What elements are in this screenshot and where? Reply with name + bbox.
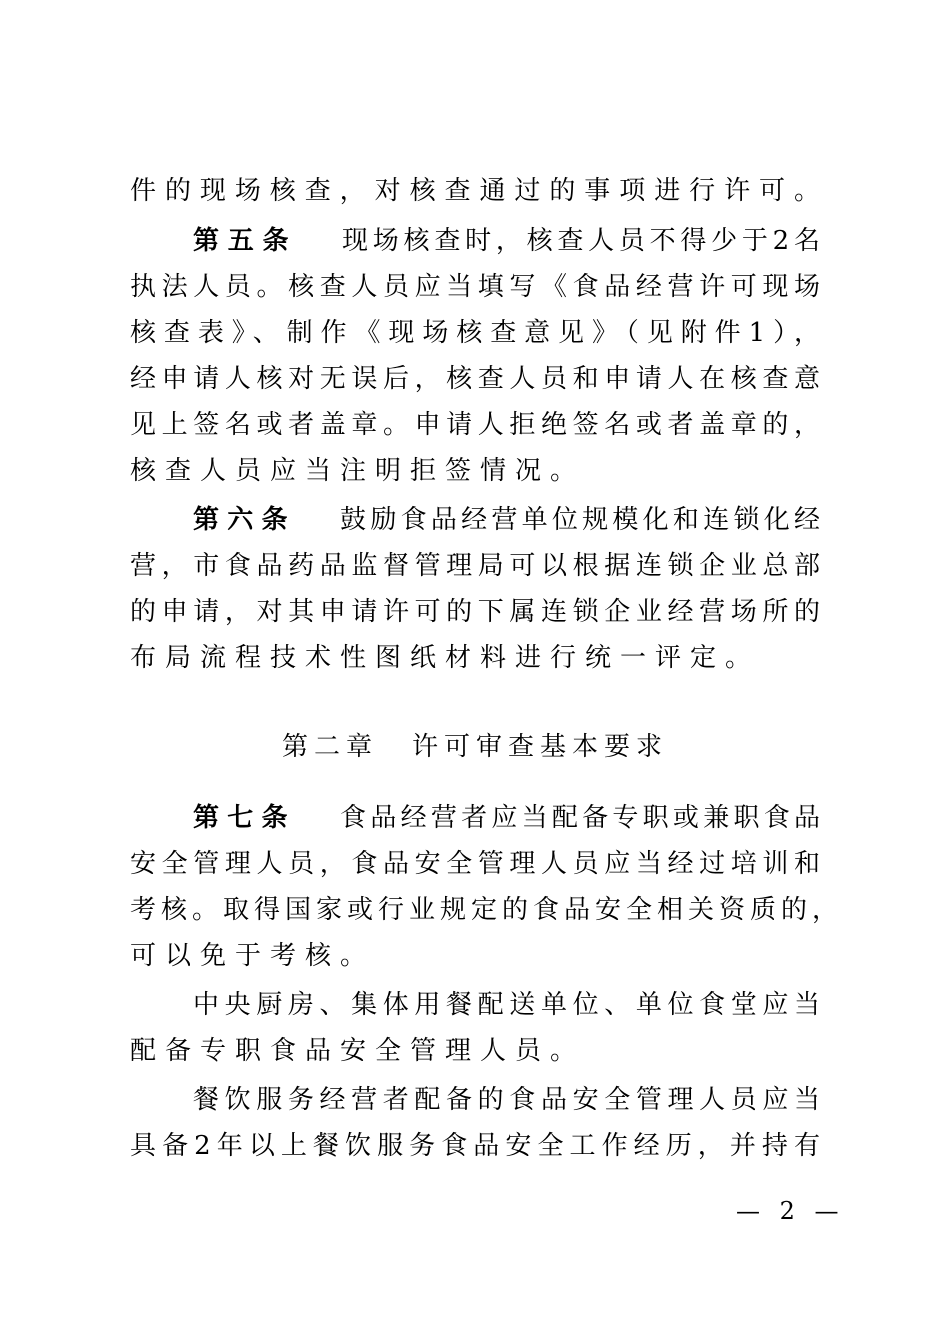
paragraph-line: 的申请，对其申请许可的下属连锁企业经营场所的 bbox=[130, 597, 820, 627]
paragraph-line: 营，市食品药品监督管理局可以根据连锁企业总部 bbox=[130, 551, 820, 581]
paragraph-line: 核查人员应当注明拒签情况。 bbox=[130, 456, 586, 486]
paragraph-line: 布局流程技术性图纸材料进行统一评定。 bbox=[130, 643, 761, 673]
article-6-label: 第六条 bbox=[193, 505, 296, 535]
paragraph-line: 核查表》、制作《现场核查意见》（见附件1）， bbox=[130, 318, 820, 348]
chapter-number: 第二章 bbox=[281, 732, 378, 762]
paragraph-line: 具备2年以上餐饮服务食品安全工作经历，并持有 bbox=[130, 1131, 820, 1161]
article-5-first-line bbox=[193, 218, 820, 264]
paragraph-line: 见上签名或者盖章。申请人拒绝签名或者盖章的， bbox=[130, 410, 820, 440]
article-6-text: 鼓励食品经营单位规模化和连锁化经 bbox=[335, 505, 820, 535]
paragraph-line: 可以免于考核。 bbox=[130, 941, 376, 971]
page-number: — 2 — bbox=[736, 1197, 845, 1225]
article-7-label: 第七条 bbox=[193, 803, 296, 833]
paragraph-line: 配备专职食品安全管理人员。 bbox=[130, 1036, 586, 1066]
article-5-label: 第五条 bbox=[193, 226, 298, 256]
article-6-first-line bbox=[193, 497, 820, 543]
paragraph-line: 经申请人核对无误后，核查人员和申请人在核查意 bbox=[130, 364, 820, 394]
paragraph-line: 中央厨房、集体用餐配送单位、单位食堂应当 bbox=[193, 990, 820, 1020]
paragraph-line: 执法人员。核查人员应当填写《食品经营许可现场 bbox=[130, 272, 820, 302]
chapter-heading bbox=[0, 724, 950, 770]
chapter-title: 许可审查基本要求 bbox=[412, 732, 669, 762]
paragraph-line: 件的现场核查，对核查通过的事项进行许可。 bbox=[130, 176, 820, 206]
paragraph-line: 安全管理人员，食品安全管理人员应当经过培训和 bbox=[130, 849, 820, 879]
paragraph-line: 考核。取得国家或行业规定的食品安全相关资质的， bbox=[130, 895, 838, 925]
article-7-text: 食品经营者应当配备专职或兼职食品 bbox=[335, 803, 820, 833]
article-7-first-line bbox=[193, 795, 820, 841]
paragraph-line: 餐饮服务经营者配备的食品安全管理人员应当 bbox=[193, 1085, 820, 1115]
article-5-text: 现场核查时，核查人员不得少于2名 bbox=[337, 226, 820, 256]
